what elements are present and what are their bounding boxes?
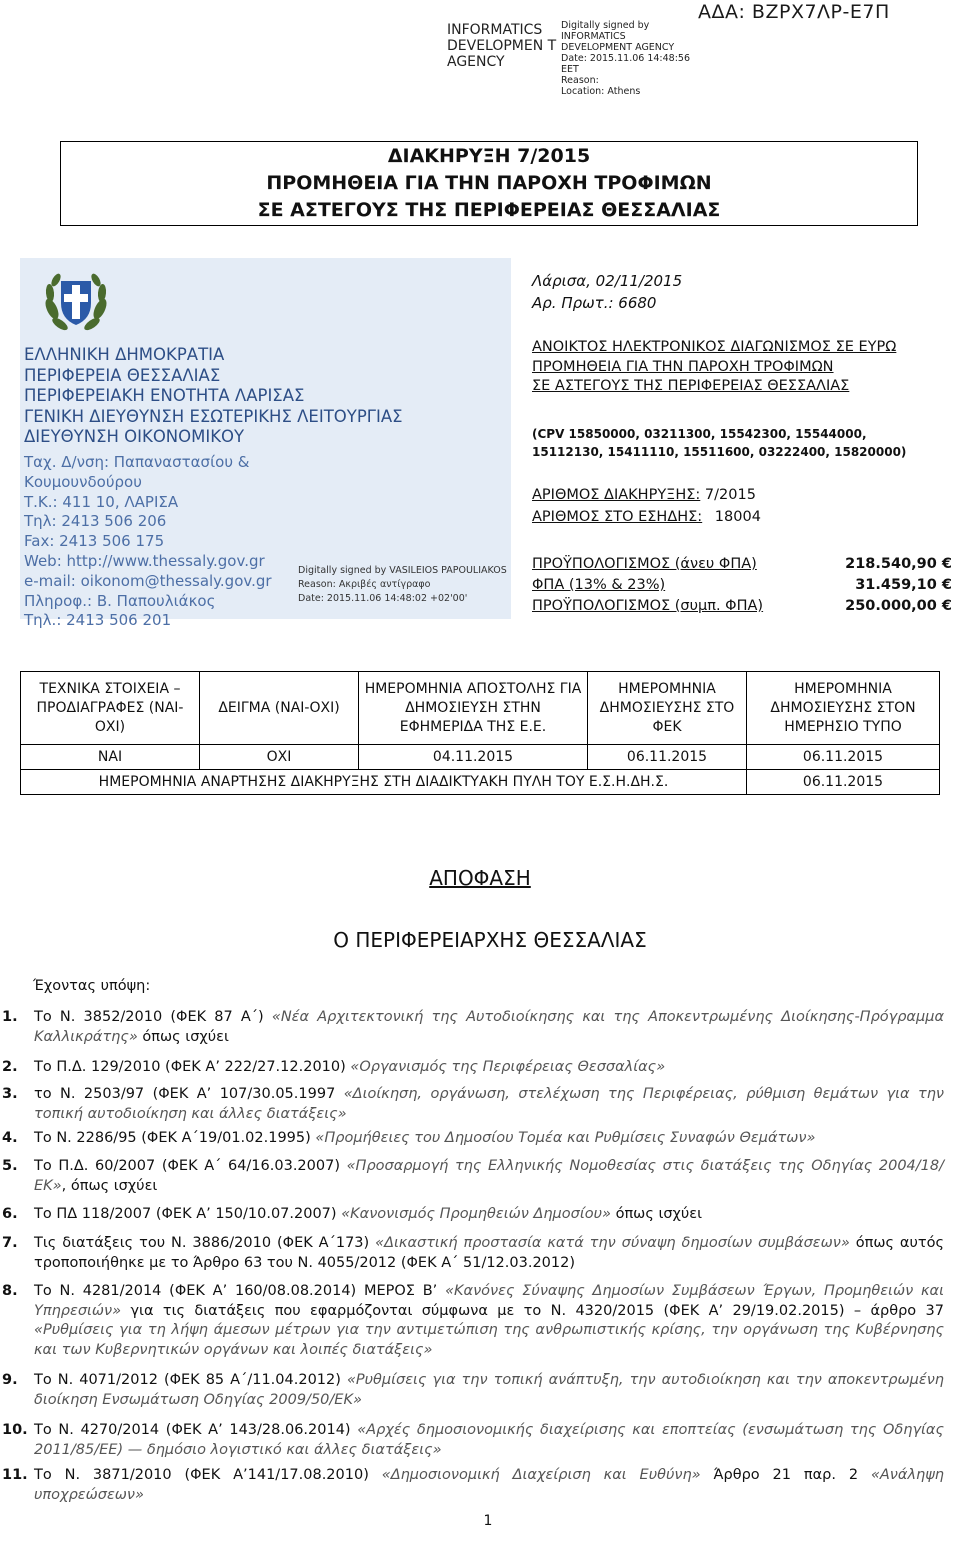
budget-row [532, 575, 952, 595]
budget-value: 218.540,90 € [845, 556, 952, 572]
table-cell: 06.11.2015 [588, 745, 747, 770]
item-number: 7. [2, 1235, 18, 1251]
item-text: Το Ν. 4281/2014 (ΦΕΚ Α’ 160/08.08.2014) ΜΕΡΟΣ Β’ «Κανόνες Σύναψης Δημοσίων Συμβάσεων Έργων, Προμηθειών και Υπηρεσιών» για τις διατάξεις που εφαρμόζονται σύμφωνα με το Ν. 4320/2015 (ΦΕΚ Α’ 29/19.02.2015) – άρθρο 37 «Ρυθμίσεις για τη λήψη άμεσων μέτρων για την αντιμετώπιση της ανθρωπιστικής κρίσης, την οργάνωση της Κυβέρνησης και των Κυβερνητικών οργάνων και λοιπές διατάξεις» [34, 1283, 944, 1358]
budget-label: ΠΡΟΫΠΟΛΟΓΙΣΜΟΣ (συμπ. ΦΠΑ) [532, 598, 764, 614]
org-line: ΠΕΡΙΦΕΡΕΙΑΚΗ ΕΝΟΤΗΤΑ ΛΑΡΙΣΑΣ [24, 386, 305, 405]
table-cell: ΟΧΙ [200, 745, 359, 770]
item-number: 4. [2, 1130, 18, 1146]
contact-line: Τηλ.: 2413 506 201 [24, 611, 172, 630]
considering-label: Έχοντας υπόψη: [33, 978, 151, 994]
budget-label: ΠΡΟΫΠΟΛΟΓΙΣΜΟΣ (άνευ ΦΠΑ) [532, 556, 757, 572]
eshdhs-number-row [532, 507, 832, 527]
declaration-number-row [532, 485, 832, 505]
eshdhs-label: ΑΡΙΘΜΟΣ ΣΤΟ ΕΣΗΔΗΣ: [532, 509, 703, 525]
budget-value: 250.000,00 € [845, 598, 952, 614]
authority-title: Ο ΠΕΡΙΦΕΡΕΙΑΡΧΗΣ ΘΕΣΣΑΛΙΑΣ [333, 928, 647, 952]
contact-line: Web: http://www.thessaly.gov.gr [24, 551, 265, 570]
item-number: 9. [2, 1372, 18, 1388]
table-cell: 04.11.2015 [359, 745, 588, 770]
table-row [21, 745, 940, 770]
table-header-cell: ΤΕΧΝΙΚΑ ΣΤΟΙΧΕΙΑ – ΠΡΟΔΙΑΓΡΑΦΕΣ (ΝΑΙ-ΟΧΙ) [21, 672, 200, 745]
declaration-label: ΑΡΙΘΜΟΣ ΔΙΑΚΗΡΥΞΗΣ: [532, 487, 701, 503]
org-line: ΓΕΝΙΚΗ ΔΙΕΥΘΥΝΣΗ ΕΣΩΤΕΡΙΚΗΣ ΛΕΙΤΟΥΡΓΙΑΣ [24, 406, 403, 426]
page-number: 1 [483, 1513, 493, 1529]
ada-code: ΑΔΑ: ΒΖΡΧ7ΛΡ-Ε7Π [698, 1, 890, 23]
heading-line: ΠΡΟΜΗΘΕΙΑ ΓΙΑ ΤΗΝ ΠΑΡΟΧΗ ΤΡΟΦΙΜΩΝ [532, 358, 834, 375]
item-number: 8. [2, 1283, 18, 1299]
place-date-block [532, 270, 682, 314]
item-text: Το Π.Δ. 60/2007 (ΦΕΚ Α΄ 64/16.03.2007) «Προσαρμογή της Ελληνικής Νομοθεσίας στις διατάξεις της Οδηγίας 2004/18/ΕΚ», όπως ισχύει [34, 1158, 944, 1194]
item-number: 5. [2, 1158, 18, 1174]
heading-line: ΣΕ ΑΣΤΕΓΟΥΣ ΤΗΣ ΠΕΡΙΦΕΡΕΙΑΣ ΘΕΣΣΑΛΙΑΣ [532, 378, 850, 394]
title-line: ΔΙΑΚΗΡΥΞΗ 7/2015 [387, 145, 591, 167]
item-text: Το Ν. 4071/2012 (ΦΕΚ 85 Α΄/11.04.2012) «Ρυθμίσεις για την τοπική ανάπτυξη, την αυτοδιοίκηση και την αποκεντρωμένη διοίκηση Ενσωμάτωση Οδηγίας 2009/50/ΕΚ» [34, 1372, 944, 1408]
signature-line: DEVELOPMENT AGENCY [561, 42, 675, 53]
contact-line: Ταχ. Δ/νση: Παπαναστασίου & Κουμουνδούρου [24, 453, 250, 491]
item-number: 6. [2, 1206, 18, 1222]
title-line: ΠΡΟΜΗΘΕΙΑ ΓΙΑ ΤΗΝ ΠΑΡΟΧΗ ΤΡΟΦΙΜΩΝ [266, 172, 712, 194]
signature-org: INFORMATICS DEVELOPMEN T AGENCY [447, 22, 557, 70]
organization-lines [24, 345, 494, 448]
signature-line: Digitally signed by VASILEIOS PAPOULIAKOS [298, 565, 507, 576]
protocol-number: Αρ. Πρωτ.: 6680 [532, 294, 657, 312]
contact-line: Πληροφ.: Β. Παπουλιάκος [24, 591, 216, 610]
signature-line: Date: 2015.11.06 14:48:56 [561, 53, 691, 64]
tender-heading [532, 338, 942, 397]
table-header-cell: ΗΜΕΡΟΜΗΝΙΑ ΔΗΜΟΣΙΕΥΣΗΣ ΣΤΟ ΦΕΚ [588, 672, 747, 745]
item-number: 11. [2, 1467, 28, 1483]
document-title [60, 141, 918, 226]
greek-emblem-icon [40, 267, 112, 339]
contact-line: e-mail: oikonom@thessaly.gov.gr [24, 571, 272, 590]
org-line: ΠΕΡΙΦΕΡΕΙΑ ΘΕΣΣΑΛΙΑΣ [24, 365, 221, 385]
declaration-value: 7/2015 [704, 487, 756, 503]
org-line: ΕΛΛΗΝΙΚΗ ΔΗΜΟΚΡΑΤΙΑ [24, 345, 225, 364]
table-cell: 06.11.2015 [747, 745, 940, 770]
budget-label: ΦΠΑ (13% & 23%) [532, 577, 666, 593]
table-cell: 06.11.2015 [747, 770, 940, 795]
contact-line: Τηλ: 2413 506 206 [24, 512, 167, 531]
table-header-cell: ΔΕΙΓΜΑ (ΝΑΙ-ΟΧΙ) [200, 672, 359, 745]
item-text: το Ν. 2503/97 (ΦΕΚ Α’ 107/30.05.1997 «Διοίκηση, οργάνωση, στελέχωση της Περιφέρειας, ρύθμιση θεμάτων για την τοπική αυτοδιοίκηση και άλλες διατάξεις» [34, 1086, 944, 1122]
budget-value: 31.459,10 € [855, 577, 952, 593]
item-text: Το Π.Δ. 129/2010 (ΦΕΚ Α’ 222/27.12.2010) «Οργανισμός της Περιφέρειας Θεσσαλίας» [34, 1059, 666, 1075]
item-text: Τις διατάξεις του Ν. 3886/2010 (ΦΕΚ Α΄173) «Δικαστική προστασία κατά την σύναψη δημοσίων συμβάσεων» όπως αυτός τροποποιήθηκε με το Άρθρο 63 του Ν. 4055/2012 (ΦΕΚ Α΄ 51/12.03.2012) [34, 1235, 944, 1271]
heading-line: ΑΝΟΙΚΤΟΣ ΗΛΕΚΤΡΟΝΙΚΟΣ ΔΙΑΓΩΝΙΣΜΟΣ ΣΕ ΕΥΡΩ [532, 339, 897, 355]
item-number: 10. [2, 1422, 28, 1438]
cpv-codes: (CPV 15850000, 03211300, 15542300, 15544000, 15112130, 15411110, 15511600, 03222400, 15820000) [532, 427, 907, 459]
signature-line: Reason: Ακριβές αντίγραφο [298, 579, 431, 590]
item-number: 2. [2, 1059, 18, 1075]
table-row [21, 770, 940, 795]
signature-line: INFORMATICS [561, 31, 626, 42]
signature-line: EET [561, 64, 579, 75]
eshdhs-value: 18004 [714, 509, 761, 525]
contact-lines [24, 453, 324, 631]
signature-line: Reason: [561, 75, 599, 86]
item-text: Το Ν. 4270/2014 (ΦΕΚ Α’ 143/28.06.2014) «Αρχές δημοσιονομικής διαχείρισης και εποπτείας (ενσωμάτωση της Οδηγίας 2011/85/ΕΕ) — δημόσιο λογιστικό και άλλες διατάξεις» [34, 1422, 944, 1458]
contact-line: Τ.Κ.: 411 10, ΛΑΡΙΣΑ [24, 492, 179, 511]
decision-title: ΑΠΟΦΑΣΗ [429, 866, 531, 890]
table-cell: ΝΑΙ [21, 745, 200, 770]
item-number: 1. [2, 1009, 18, 1025]
item-number: 3. [2, 1086, 18, 1102]
place-date: Λάρισα, 02/11/2015 [532, 272, 683, 290]
signature-line: Digitally signed by [561, 20, 650, 31]
table-header-cell: ΗΜΕΡΟΜΗΝΙΑ ΔΗΜΟΣΙΕΥΣΗΣ ΣΤΟΝ ΗΜΕΡΗΣΙΟ ΤΥΠΟ [747, 672, 940, 745]
letterhead [20, 258, 511, 630]
budget-row [532, 554, 952, 574]
title-line: ΣΕ ΑΣΤΕΓΟΥΣ ΤΗΣ ΠΕΡΙΦΕΡΕΙΑΣ ΘΕΣΣΑΛΙΑΣ [257, 199, 721, 221]
letterhead-signature [298, 564, 508, 606]
item-text: Το Ν. 3852/2010 (ΦΕΚ 87 Α΄) «Νέα Αρχιτεκτονική της Αυτοδιοίκησης και της Αποκεντρωμένης Διοίκησης-Πρόγραμμα Καλλικράτης» όπως ισχύει [34, 1009, 945, 1045]
table-header-row [21, 672, 940, 745]
signature-line: Location: Athens [561, 86, 641, 97]
item-text: Το Ν. 2286/95 (ΦΕΚ Α΄19/01.02.1995) «Προμήθειες του Δημοσίου Τομέα και Ρυθμίσεις Συναφών Θεμάτων» [34, 1130, 816, 1146]
table-header-cell: ΗΜΕΡΟΜΗΝΙΑ ΑΠΟΣΤΟΛΗΣ ΓΙΑ ΔΗΜΟΣΙΕΥΣΗ ΣΤΗΝ ΕΦΗΜΕΡΙΔΑ ΤΗΣ Ε.Ε. [359, 672, 588, 745]
signature-details [561, 20, 691, 97]
signature-line: Date: 2015.11.06 14:48:02 +02'00' [298, 593, 468, 604]
table-cell: ΗΜΕΡΟΜΗΝΙΑ ΑΝΑΡΤΗΣΗΣ ΔΙΑΚΗΡΥΞΗΣ ΣΤΗ ΔΙΑΔΙΚΤΥΑΚΗ ΠΥΛΗ ΤΟΥ Ε.Σ.Η.ΔΗ.Σ. [21, 770, 747, 795]
budget-row [532, 596, 952, 616]
contact-line: Fax: 2413 506 175 [24, 532, 165, 551]
item-text: Το ΠΔ 118/2007 (ΦΕΚ Α’ 150/10.07.2007) «Κανονισμός Προμηθειών Δημοσίου» όπως ισχύει [34, 1206, 703, 1222]
org-line: ΔΙΕΥΘΥΝΣΗ ΟΙΚΟΝΟΜΙΚΟΥ [24, 427, 245, 446]
item-text: Το Ν. 3871/2010 (ΦΕΚ Α’141/17.08.2010) «Δημοσιονομική Διαχείριση και Ευθύνη» Άρθρο 21 παρ. 2 «Ανάληψη υποχρεώσεων» [34, 1467, 944, 1503]
publication-table [20, 671, 940, 795]
